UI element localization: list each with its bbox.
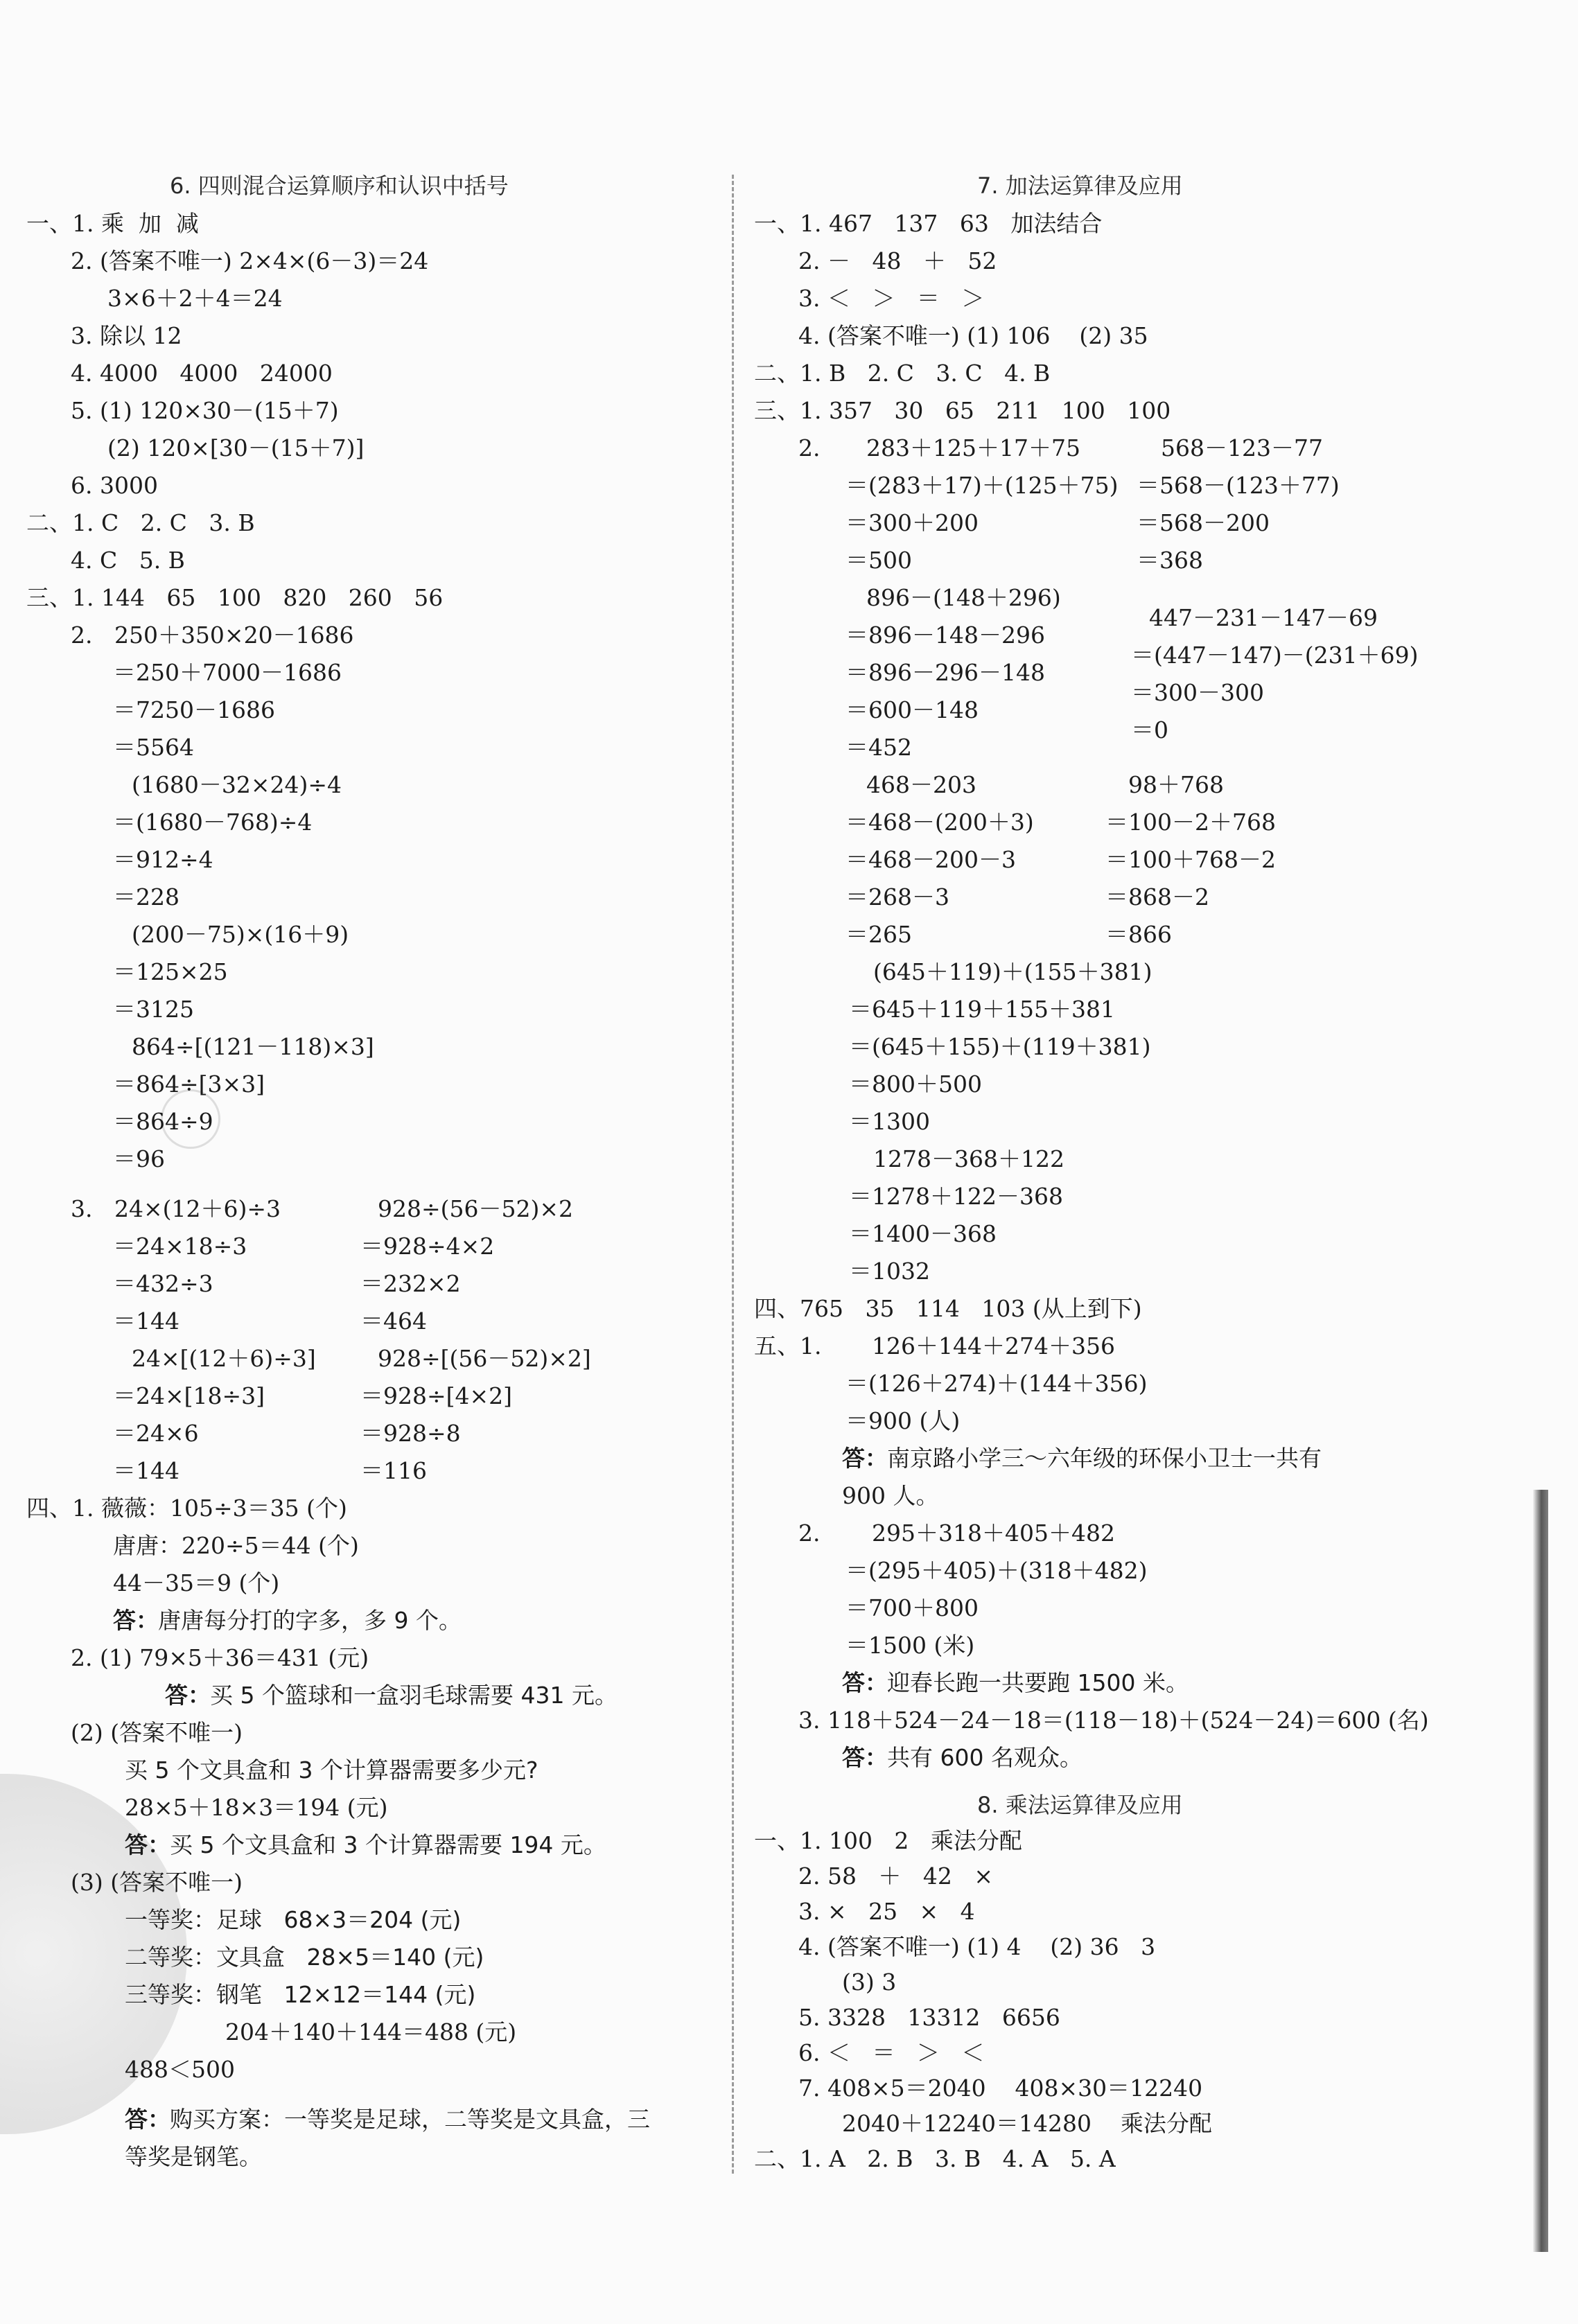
answer-line: ＝228 <box>113 883 179 910</box>
answer-line: ＝(126＋274)＋(144＋356) <box>845 1370 1148 1397</box>
answer-line: ＝1032 <box>849 1258 930 1285</box>
answer-sentence: 唐唐每分打的字多，多 9 个。 <box>158 1607 462 1634</box>
answer-line: ＝1278＋122－368 <box>849 1183 1063 1210</box>
answer-sentence: 买 5 个篮球和一盒羽毛球需要 431 元。 <box>210 1682 617 1709</box>
answer-label: 答： <box>113 1607 159 1634</box>
answer-line: 2. (答案不唯一) 2×4×(6－3)＝24 <box>71 247 429 274</box>
column-divider <box>732 175 734 2174</box>
answer-label: 答： <box>842 1669 888 1696</box>
answer-line: 864÷[(121－118)×3] <box>132 1033 374 1060</box>
section-title-7: 7. 加法运算律及应用 <box>977 173 1183 199</box>
answer-line: ＝928÷8 <box>360 1420 461 1447</box>
answer-line: 三、1. 357 30 65 211 100 100 <box>754 397 1171 424</box>
answer-line: ＝1300 <box>849 1108 930 1135</box>
answer-line: ＝24×18÷3 <box>113 1233 247 1260</box>
answer-line: ＝(295＋405)＋(318＋482) <box>845 1557 1148 1584</box>
answer-label: 答： <box>125 1831 170 1858</box>
section-title-6: 6. 四则混合运算顺序和认识中括号 <box>170 173 509 199</box>
answer-line: 一、1. 467 137 63 加法结合 <box>754 210 1103 237</box>
answer-line: (2) 120×[30－(15＋7)] <box>107 434 365 461</box>
scan-edge-shadow <box>1533 1490 1548 2252</box>
answer-line: ＝452 <box>845 734 912 761</box>
answer-line: ＝300＋200 <box>845 509 979 536</box>
answer-line: ＝268－3 <box>845 883 949 910</box>
answer-line: (3) (答案不唯一) <box>71 1869 243 1896</box>
answer-line: 7. 408×5＝2040 408×30＝12240 <box>798 2075 1203 2102</box>
answer-line: 4. 4000 4000 24000 <box>71 360 333 387</box>
answer-line: ＝100－2＋768 <box>1105 809 1276 836</box>
answer-line: ＝928÷[4×2] <box>360 1382 513 1409</box>
answer-line: ＝7250－1686 <box>113 696 275 723</box>
answer-line: 等奖是钢笔。 <box>125 2143 262 2170</box>
answer-line: ＝432÷3 <box>113 1270 213 1297</box>
answer-line: ＝250＋7000－1686 <box>113 659 342 686</box>
answer-sentence: 南京路小学三～六年级的环保小卫士一共有 <box>887 1445 1322 1472</box>
answer-line: 5. 3328 13312 6656 <box>798 2004 1060 2031</box>
answer-line: 928÷[(56－52)×2] <box>378 1345 591 1372</box>
answer-line: 3. × 25 × 4 <box>798 1898 975 1925</box>
answer-line: ＝464 <box>360 1308 427 1335</box>
answer-line: ＝116 <box>360 1457 427 1484</box>
answer-line: ＝0 <box>1131 716 1168 743</box>
answer-line: ＝144 <box>113 1308 179 1335</box>
answer-line: 6. ＜ ＝ ＞ ＜ <box>798 2039 985 2066</box>
answer-line: 4. C 5. B <box>71 547 185 574</box>
answer-label: 答： <box>842 1744 888 1771</box>
answer-line: ＝600－148 <box>845 696 979 723</box>
answer-line: ＝(283＋17)＋(125＋75) <box>845 472 1119 499</box>
answer-line: ＝144 <box>113 1457 179 1484</box>
answer-line: ＝866 <box>1105 921 1172 948</box>
answer-line: ＝896－148－296 <box>845 622 1045 649</box>
answer-line: ＝700＋800 <box>845 1594 979 1621</box>
answer-label: 答： <box>125 2106 170 2133</box>
answer-line: ＝468－200－3 <box>845 846 1016 873</box>
answer-sentence: 买 5 个文具盒和 3 个计算器需要 194 元。 <box>170 1831 606 1858</box>
answer-line: 2. (1) 79×5＋36＝431 (元) <box>71 1644 369 1671</box>
answer-line: 2040＋12240＝14280 乘法分配 <box>842 2110 1212 2137</box>
answer-line: 2. 58 ＋ 42 × <box>798 1863 994 1890</box>
answer-line: 126＋144＋274＋356 <box>872 1332 1115 1359</box>
answer-line: 3×6＋2＋4＝24 <box>107 285 283 312</box>
answer-sentence: 共有 600 名观众。 <box>887 1744 1082 1771</box>
answer-line: 28×5＋18×3＝194 (元) <box>125 1794 388 1821</box>
answer-line: ＝100＋768－2 <box>1105 846 1276 873</box>
answer-line: ＝24×[18÷3] <box>113 1382 265 1409</box>
answer-line: ＝96 <box>113 1145 165 1172</box>
answer-line: ＝864÷[3×3] <box>113 1071 265 1098</box>
answer-line: 二、1. B 2. C 3. C 4. B <box>754 360 1051 387</box>
answer-line: ＝125×25 <box>113 958 228 985</box>
answer-line: 3. 24×(12＋6)÷3 <box>71 1195 281 1222</box>
answer-line: ＝900 (人) <box>845 1407 961 1434</box>
answer-line: 4. (答案不唯一) (1) 106 (2) 35 <box>798 322 1148 349</box>
answer-line: ＝(447－147)－(231＋69) <box>1131 642 1419 669</box>
answer-line: 五、1. <box>754 1332 822 1359</box>
answer-line: 6. 3000 <box>71 472 158 499</box>
answer-line: ＝300－300 <box>1131 679 1264 706</box>
answer-line: 2. <box>798 1520 821 1547</box>
answer-line: 1278－368＋122 <box>873 1145 1064 1172</box>
answer-line: 二等奖：文具盒 28×5＝140 (元) <box>125 1944 484 1971</box>
answer-sentence: 迎春长跑一共要跑 1500 米。 <box>887 1669 1189 1696</box>
answer-line: 3. 除以 12 <box>71 322 182 349</box>
answer-line: 900 人。 <box>842 1482 939 1509</box>
answer-line: (200－75)×(16＋9) <box>132 921 349 948</box>
answer-line: ＝468－(200＋3) <box>845 809 1034 836</box>
answer-line: 204＋140＋144＝488 (元) <box>225 2018 517 2045</box>
answer-line: 5. (1) 120×30－(15＋7) <box>71 397 339 424</box>
answer-line: (1680－32×24)÷4 <box>132 771 342 798</box>
answer-sentence: 购买方案：一等奖是足球，二等奖是文具盒，三 <box>170 2106 650 2133</box>
answer-line: 98＋768 <box>1128 771 1224 798</box>
answer-line: ＝(645＋155)＋(119＋381) <box>849 1033 1151 1060</box>
answer-line: 买 5 个文具盒和 3 个计算器需要多少元? <box>125 1757 538 1784</box>
answer-line: ＝912÷4 <box>113 846 213 873</box>
answer-line: ＝1400－368 <box>849 1220 997 1247</box>
answer-line: 一、1. 乘 加 减 <box>26 210 199 237</box>
answer-line: 四、1. 薇薇：105÷3＝35 (个) <box>26 1495 347 1522</box>
answer-line: ＝568－200 <box>1137 509 1270 536</box>
answer-line: 一、1. 100 2 乘法分配 <box>754 1827 1022 1854</box>
answer-label: 答： <box>842 1445 888 1472</box>
answer-line: 唐唐：220÷5＝44 (个) <box>113 1532 359 1559</box>
answer-line: 三等奖：钢笔 12×12＝144 (元) <box>125 1981 476 2008</box>
answer-line: 447－231－147－69 <box>1149 604 1378 631</box>
answer-line: ＝928÷4×2 <box>360 1233 495 1260</box>
answer-line: 295＋318＋405＋482 <box>872 1520 1115 1547</box>
answer-line: 44－35＝9 (个) <box>113 1569 280 1596</box>
answer-line: ＝1500 (米) <box>845 1632 975 1659</box>
answer-line: 2. － 48 ＋ 52 <box>798 247 997 274</box>
answer-line: 468－203 <box>866 771 976 798</box>
answer-line: 283＋125＋17＋75 <box>866 434 1080 461</box>
answer-line: ＝896－296－148 <box>845 659 1045 686</box>
answer-line: ＝500 <box>845 547 912 574</box>
answer-line: ＝645＋119＋155＋381 <box>849 996 1115 1023</box>
answer-label: 答： <box>165 1682 211 1709</box>
answer-line: 二、1. A 2. B 3. B 4. A 5. A <box>754 2145 1116 2172</box>
answer-line: 一等奖：足球 68×3＝204 (元) <box>125 1906 462 1933</box>
answer-line: ＝868－2 <box>1105 883 1209 910</box>
answer-line: ＝(1680－768)÷4 <box>113 809 313 836</box>
answer-line: ＝5564 <box>113 734 194 761</box>
answer-line: ＝368 <box>1137 547 1203 574</box>
answer-line: ＝864÷9 <box>113 1108 213 1135</box>
answer-line: 四、765 35 114 103 (从上到下) <box>754 1295 1142 1322</box>
answer-line: ＝3125 <box>113 996 194 1023</box>
answer-line: (645＋119)＋(155＋381) <box>873 958 1152 985</box>
answer-line: 2. <box>798 434 821 461</box>
answer-line: 24×[(12＋6)÷3] <box>132 1345 316 1372</box>
answer-line: ＝568－(123＋77) <box>1137 472 1340 499</box>
answer-line: ＝232×2 <box>360 1270 461 1297</box>
section-title-8: 8. 乘法运算律及应用 <box>977 1792 1183 1818</box>
answer-line: 488＜500 <box>125 2056 235 2083</box>
answer-line: ＝24×6 <box>113 1420 199 1447</box>
answer-line: 928÷(56－52)×2 <box>378 1195 574 1222</box>
answer-line: 896－(148＋296) <box>866 584 1061 611</box>
answer-line: 3. ＜ ＞ ＝ ＞ <box>798 285 985 312</box>
answer-line: 2. 250＋350×20－1686 <box>71 622 354 649</box>
answer-line: ＝265 <box>845 921 912 948</box>
answer-line: 568－123－77 <box>1161 434 1323 461</box>
answer-line: 二、1. C 2. C 3. B <box>26 509 255 536</box>
answer-line: 4. (答案不唯一) (1) 4 (2) 36 3 <box>798 1933 1156 1960</box>
answer-line: 3. 118＋524－24－18＝(118－18)＋(524－24)＝600 (名) <box>798 1707 1429 1734</box>
answer-line: (2) (答案不唯一) <box>71 1719 243 1746</box>
answer-line: 三、1. 144 65 100 820 260 56 <box>26 584 444 611</box>
answer-line: (3) 3 <box>842 1969 897 1996</box>
answer-line: ＝800＋500 <box>849 1071 982 1098</box>
